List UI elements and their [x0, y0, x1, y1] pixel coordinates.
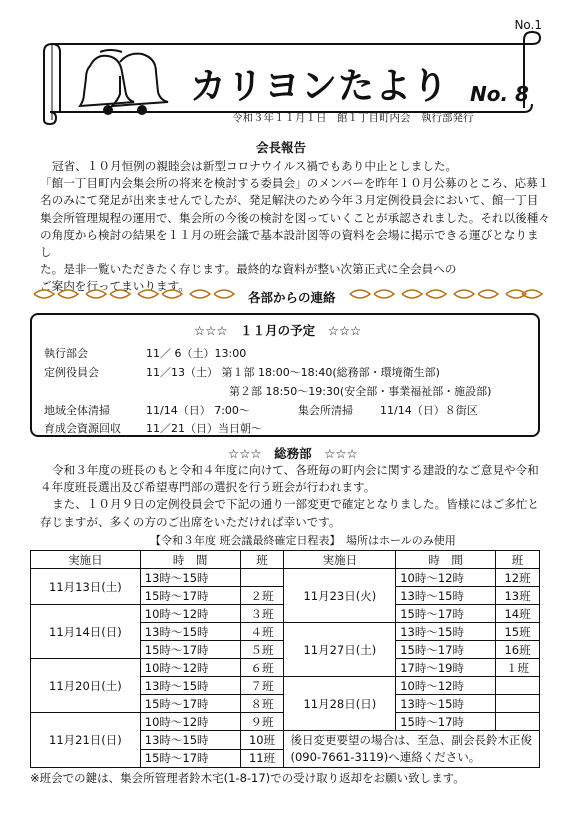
date-cell: 11月28日(日): [284, 677, 396, 731]
date-cell: 11月20日(土): [31, 659, 141, 713]
group-cell: ８班: [240, 695, 284, 713]
time-cell: 13時～15時: [140, 623, 240, 641]
report-line: 名のみにて発足が出来ませんでしたが、発足解決のため今年３月定例役員会において、館一丁目: [40, 193, 539, 208]
time-cell: 10時～12時: [140, 659, 240, 677]
col-header: 時 間: [396, 551, 496, 569]
schedule-label: 執行部会: [44, 347, 88, 360]
col-header: 実施日: [284, 551, 396, 569]
departments-heading: 各部からの連絡: [248, 290, 336, 305]
group-cell: 12班: [496, 569, 540, 587]
report-line: 集会所管理規程の運用で、集会所の今後の検討を図っていくことが承認されました。それ以後種々: [40, 210, 550, 225]
time-cell: 15時～17時: [140, 641, 240, 659]
general-body: [40, 462, 550, 531]
group-cell: [240, 569, 284, 587]
footer-note: ※班会での鍵は、集会所管理者鈴木宅(1-8-17)での受け取り返却をお願い致します。: [30, 771, 465, 785]
schedule-value: 11／ 6（土）13:00: [146, 347, 247, 360]
group-cell: ５班: [240, 641, 284, 659]
group-cell: 14班: [496, 605, 540, 623]
date-cell: 11月27日(土): [284, 623, 396, 677]
report-line: ご案内を行ってまいります。: [40, 279, 190, 294]
general-line: また、１０月９日の定例役員会で下記の通り一部変更で確定となりました。皆様にはご多忙と: [52, 497, 539, 512]
group-cell: ７班: [240, 677, 284, 695]
report-line: 冠省、１０月恒例の親睦会は新型コロナウイルス禍でもあり中止としました。: [52, 159, 458, 173]
date-cell: 11月13日(土): [31, 569, 141, 605]
time-cell: 13時～15時: [396, 695, 496, 713]
publish-info: 令和３年１１月１日 館１丁目町内会 執行部発行: [232, 112, 474, 124]
col-header: 班: [240, 551, 284, 569]
page-number: No.1: [514, 18, 542, 32]
november-heading: ☆☆☆ １１月の予定 ☆☆☆: [194, 323, 362, 338]
schedule-label: 地域全体清掃: [44, 404, 110, 417]
bells-icon: [70, 48, 178, 120]
time-cell: 15時～17時: [140, 587, 240, 605]
report-line: 「館一丁目町内会集会所の将来を検討する委員会」のメンバーを昨年１０月公募のところ、応募１: [40, 176, 550, 191]
newsletter-title: カリヨンたより: [190, 66, 450, 107]
group-cell: ９班: [240, 713, 284, 731]
general-line: 存じますが、多くの方のご出席をいただければ幸いです。: [40, 514, 341, 529]
time-cell: 13時～15時: [140, 731, 240, 750]
group-cell: 13班: [496, 587, 540, 605]
time-cell: 10時～12時: [140, 713, 240, 731]
group-cell: ３班: [240, 605, 284, 623]
table-row: [31, 569, 540, 587]
leaf-border-right-icon: [346, 286, 546, 302]
report-line: た。是非一覧いただきたく存じます。最終的な資料が整い次第正式に全会員への: [40, 262, 457, 277]
meeting-schedule-table: [30, 550, 540, 768]
group-cell: 15班: [496, 623, 540, 641]
time-cell: 17時～19時: [396, 659, 496, 677]
time-cell: 13時～15時: [140, 677, 240, 695]
date-cell: 11月14日(日): [31, 605, 141, 659]
time-cell: 10時～12時: [140, 605, 240, 623]
time-cell: 15時～17時: [396, 605, 496, 623]
group-cell: [496, 677, 540, 695]
note-line: 後日変更要望の場合は、至急、副会長鈴木正俊: [290, 733, 532, 747]
group-cell: ４班: [240, 623, 284, 641]
schedule-value: 11/14（日） 7:00～: [146, 404, 250, 417]
date-cell: 11月21日(日): [31, 713, 141, 768]
group-cell: 16班: [496, 641, 540, 659]
general-line: 令和３年度の班長のもと令和４年度に向けて、各班毎の町内会に関する建設的なご意見や令和: [52, 463, 539, 477]
schedule-value: 11／21（日）当日朝～: [146, 422, 262, 435]
group-cell: １班: [496, 659, 540, 677]
schedule-label: 集会所清掃: [298, 404, 353, 417]
time-cell: 13時～15時: [396, 623, 496, 641]
group-cell: ２班: [240, 587, 284, 605]
group-cell: 11班: [240, 749, 284, 768]
change-request-note: [284, 731, 540, 768]
group-cell: ６班: [240, 659, 284, 677]
schedule-label: 定例役員会: [44, 366, 99, 379]
general-affairs-heading: ☆☆☆ 総務部 ☆☆☆: [228, 446, 358, 461]
time-cell: 13時～15時: [396, 587, 496, 605]
date-cell: 11月23日(火): [284, 569, 396, 623]
schedule-label: 育成会資源回収: [44, 422, 121, 435]
schedule-value: 11/14（日）８街区: [380, 404, 478, 417]
time-cell: 10時～12時: [396, 569, 496, 587]
group-cell: [496, 713, 540, 731]
col-header: 時 間: [140, 551, 240, 569]
leaf-border-left-icon: [30, 286, 240, 302]
col-header: 実施日: [31, 551, 141, 569]
schedule-value: 第２部 18:50～19:30(安全部・事業福祉部・施設部): [229, 385, 492, 398]
group-cell: [496, 695, 540, 713]
report-line: の角度から検討の結果を１１月の班会議で基本設計図等の資料を会場に掲示できる運びとなりまし: [40, 227, 539, 260]
issue-number: No. 8: [470, 82, 529, 106]
schedule-value: 11／13（土） 第１部 18:00～18:40(総務部・環境衛生部): [146, 366, 440, 379]
note-line: (090-7661-3119)へ連絡ください。: [290, 750, 481, 764]
time-cell: 15時～17時: [140, 749, 240, 768]
time-cell: 15時～17時: [396, 641, 496, 659]
group-cell: 10班: [240, 731, 284, 750]
time-cell: 15時～17時: [396, 713, 496, 731]
time-cell: 10時～12時: [396, 677, 496, 695]
time-cell: 15時～17時: [140, 695, 240, 713]
table-header-row: [31, 551, 540, 569]
general-line: ４年度班長選出及び希望専門部の選択を行う班会が行われます。: [40, 480, 376, 495]
col-header: 班: [496, 551, 540, 569]
report-body: [40, 158, 550, 296]
time-cell: 13時～15時: [140, 569, 240, 587]
report-heading: 会長報告: [256, 140, 307, 155]
table-caption: 【令和３年度 班会議最終確定日程表】 場所はホールのみ使用: [150, 534, 456, 547]
